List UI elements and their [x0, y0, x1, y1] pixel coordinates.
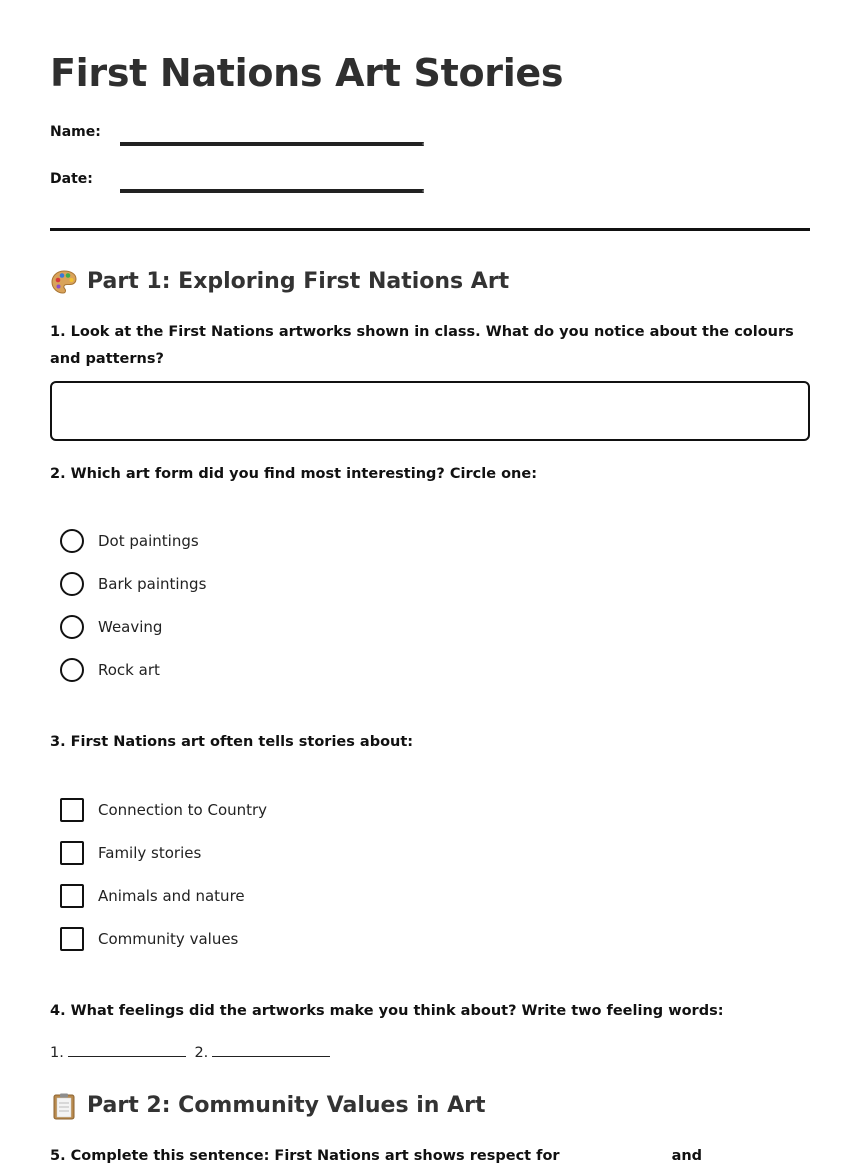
checkbox-option[interactable]: [60, 926, 460, 952]
radio-option[interactable]: [60, 571, 460, 597]
question-5-and: and: [671, 1148, 703, 1164]
part1-heading-text: Part 1: Exploring First Nations Art: [87, 269, 510, 294]
question-5: [50, 1144, 702, 1168]
question-5-start: 5. Complete this sentence: First Nations art shows respect for: [50, 1148, 560, 1164]
checkbox-option-label: Animals and nature: [98, 887, 245, 905]
radio-option-label: Rock art: [98, 661, 160, 679]
part1-heading: [50, 268, 509, 296]
checkbox-square[interactable]: [60, 927, 84, 951]
question-4: 4. What feelings did the artworks make you think about? Write two feeling words:: [50, 1003, 724, 1019]
checkbox-option-label: Family stories: [98, 844, 202, 862]
checkbox-option[interactable]: [60, 797, 460, 823]
question-2: 2. Which art form did you find most interesting? Circle one:: [50, 466, 537, 482]
radio-circle[interactable]: [60, 615, 84, 639]
date-field-row: [50, 169, 470, 199]
question-1: 1. Look at the First Nations artworks shown in class. What do you notice about the colours and patterns?: [50, 324, 794, 367]
radio-circle[interactable]: [60, 572, 84, 596]
radio-option-label: Dot paintings: [98, 532, 199, 550]
radio-option[interactable]: [60, 528, 460, 554]
feeling-word-1-blank[interactable]: [68, 1042, 186, 1057]
part2-heading: [50, 1092, 485, 1120]
date-label: Date:: [50, 171, 93, 187]
radio-circle[interactable]: [60, 529, 84, 553]
radio-option[interactable]: [60, 657, 460, 683]
name-input[interactable]: [120, 142, 424, 146]
question-3: 3. First Nations art often tells stories about:: [50, 734, 414, 750]
part2-heading-text: Part 2: Community Values in Art: [87, 1093, 486, 1118]
feeling-word-1-number: 1.: [50, 1045, 64, 1061]
checkbox-square[interactable]: [60, 884, 84, 908]
feeling-words-blanks: [50, 1042, 334, 1063]
question-1-answer-box[interactable]: [50, 381, 810, 441]
palette-icon: [50, 268, 78, 296]
header-divider: [50, 228, 810, 231]
checkbox-option[interactable]: [60, 840, 460, 866]
radio-option-label: Weaving: [98, 618, 163, 636]
radio-circle[interactable]: [60, 658, 84, 682]
feeling-word-2-blank[interactable]: [212, 1042, 330, 1057]
name-label: Name:: [50, 124, 101, 140]
checkbox-square[interactable]: [60, 798, 84, 822]
feeling-word-2-number: 2.: [194, 1045, 209, 1061]
radio-option[interactable]: [60, 614, 460, 640]
name-field-row: [50, 122, 470, 152]
radio-option-label: Bark paintings: [98, 575, 207, 593]
checkbox-option[interactable]: [60, 883, 460, 909]
clipboard-icon: [50, 1092, 78, 1120]
date-input[interactable]: [120, 189, 424, 193]
checkbox-option-label: Connection to Country: [98, 801, 268, 819]
checkbox-option-label: Community values: [98, 930, 239, 948]
worksheet-title: First Nations Art Stories: [50, 51, 564, 95]
checkbox-square[interactable]: [60, 841, 84, 865]
